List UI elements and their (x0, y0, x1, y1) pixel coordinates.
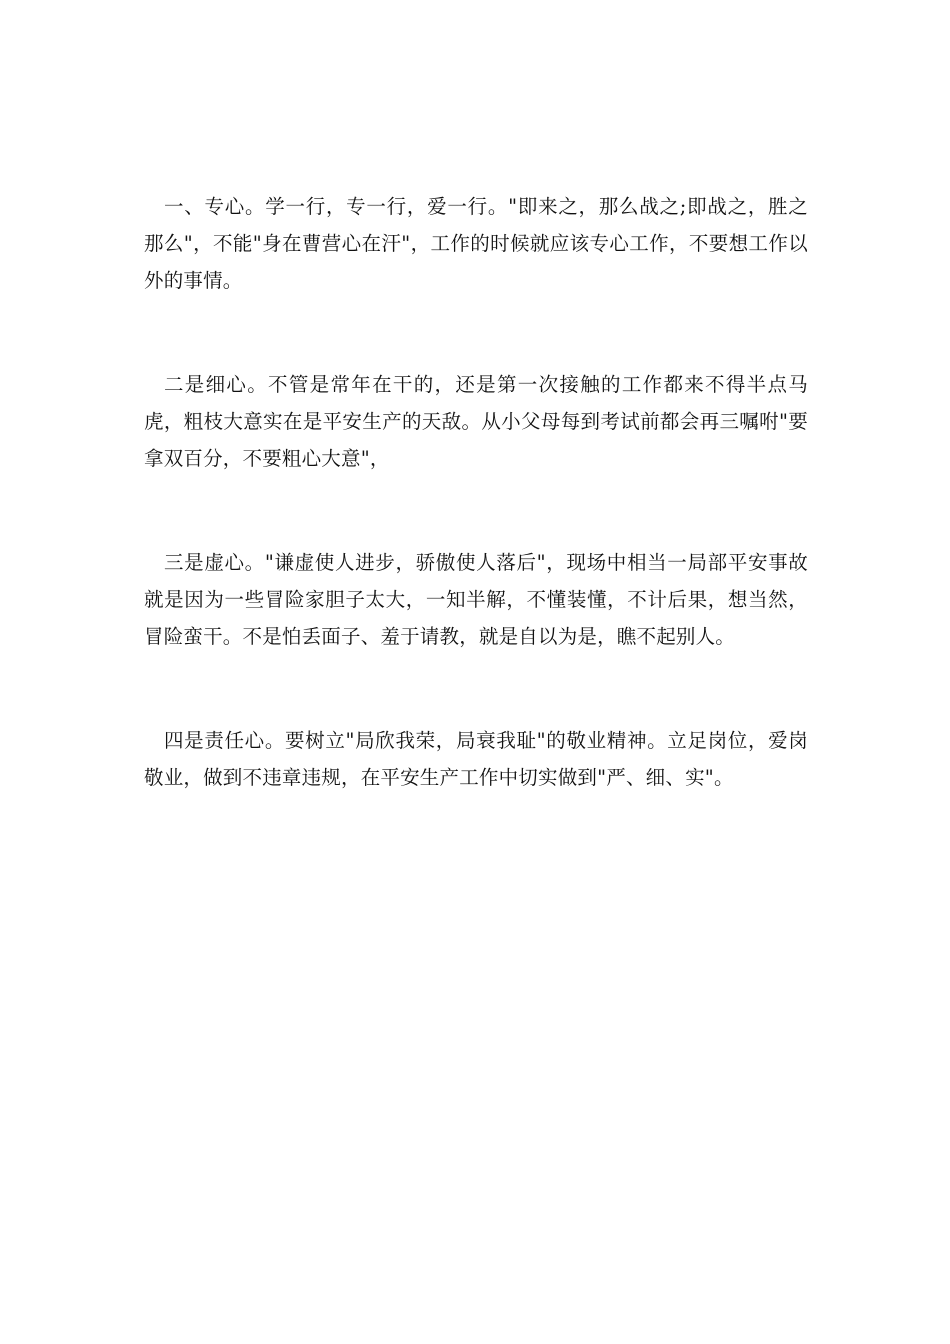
paragraph-modesty: 三是虚心。"谦虚使人进步，骄傲使人落后"，现场中相当一局部平安事故就是因为一些冒险家胆子太大，一知半解，不懂装懂，不计后果，想当然，冒险蛮干。不是怕丢面子、羞于请教，就是自以为是，瞧不起别人。 (144, 551, 808, 648)
paragraph-focus: 一、专心。学一行，专一行，爱一行。"即来之，那么战之;即战之，胜之那么"，不能"身在曹营心在汗"，工作的时候就应该专心工作，不要想工作以外的事情。 (144, 195, 808, 292)
paragraph-carefulness: 二是细心。不管是常年在干的，还是第一次接触的工作都来不得半点马虎，粗枝大意实在是平安生产的天敌。从小父母每到考试前都会再三嘱咐"要拿双百分，不要粗心大意"， (144, 373, 808, 470)
paragraph-responsibility: 四是责任心。要树立"局欣我荣，局衰我耻"的敬业精神。立足岗位，爱岗敬业，做到不违章违规，在平安生产工作中切实做到"严、细、实"。 (144, 729, 808, 789)
